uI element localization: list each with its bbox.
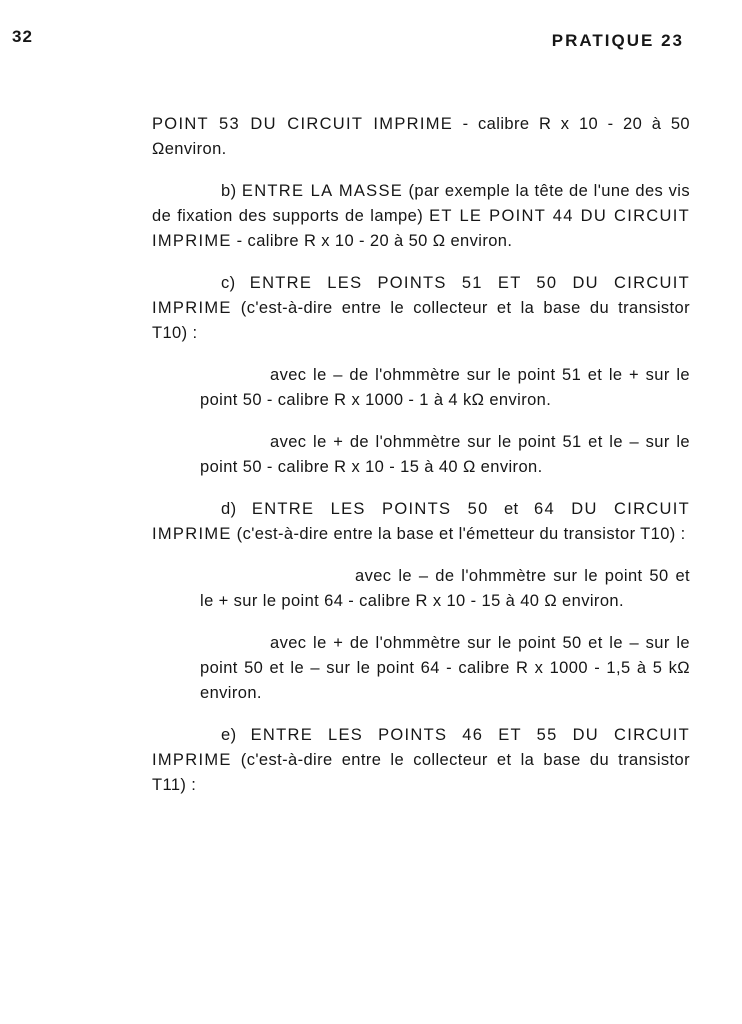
sub-paragraph-d1: avec le – de l'ohmmètre sur le point 50 et le + sur le point 64 - calibre R x 10 - 15 à 40 Ω environ. <box>200 567 690 610</box>
item-marker: b) <box>221 182 242 200</box>
caps-text: ET LE POINT 44 DU CIRCUIT IMPRIME <box>152 207 690 250</box>
caps-text: ENTRE LES POINTS 50 <box>251 500 489 518</box>
caps-text: POINT 53 DU CIRCUIT IMPRIME <box>152 115 454 133</box>
paragraph-c <box>152 271 690 346</box>
paragraph-continuation <box>152 112 690 162</box>
body-text-run: et <box>488 500 534 518</box>
item-marker: e) <box>221 726 251 744</box>
body-text-run: (c'est-à-dire entre le collecteur et la base du transistor T10) : <box>152 299 690 342</box>
paragraph-b <box>152 179 690 254</box>
body-text-run: (c'est-à-dire entre le collecteur et la base du transistor T11) : <box>152 751 690 794</box>
paragraph-e <box>152 723 690 798</box>
body-text-run: (c'est-à-dire entre la base et l'émetteur du transistor T10) : <box>231 525 686 543</box>
caps-text: ENTRE LES POINTS 46 ET 55 DU CIRCUIT IMPRIME <box>152 726 690 769</box>
running-title: PRATIQUE 23 <box>551 31 684 50</box>
caps-text: ENTRE LES POINTS 51 ET 50 DU CIRCUIT IMPRIME <box>152 274 691 317</box>
body-text-run: - calibre R x 10 - 20 à 50 Ω environ. <box>231 232 513 250</box>
sub-paragraph-d2: avec le + de l'ohmmètre sur le point 50 et le – sur le point 50 et le – sur le point 64 - calibre R x 1000 - 1,5 à 5 kΩ environ. <box>200 634 690 702</box>
item-marker: d) <box>221 500 252 518</box>
item-marker: c) <box>221 274 250 292</box>
caps-text: 64 DU CIRCUIT IMPRIME <box>152 500 691 543</box>
body-text <box>152 112 690 798</box>
body-text-run: (par exemple la tête de l'une des vis de fixation des supports de lampe) <box>152 182 690 225</box>
sub-paragraph-c2: avec le + de l'ohmmètre sur le point 51 et le – sur le point 50 - calibre R x 10 - 15 à 40 Ω environ. <box>200 433 690 476</box>
paragraph-d <box>152 497 690 547</box>
page-number: 32 <box>12 27 33 46</box>
caps-text: ENTRE LA MASSE <box>241 182 404 200</box>
sub-paragraph-c1: avec le – de l'ohmmètre sur le point 51 et le + sur le point 50 - calibre R x 1000 - 1 à 4 kΩ environ. <box>200 366 690 409</box>
body-text-run: - calibre R x 10 - 20 à 50 Ωenviron. <box>152 115 690 158</box>
